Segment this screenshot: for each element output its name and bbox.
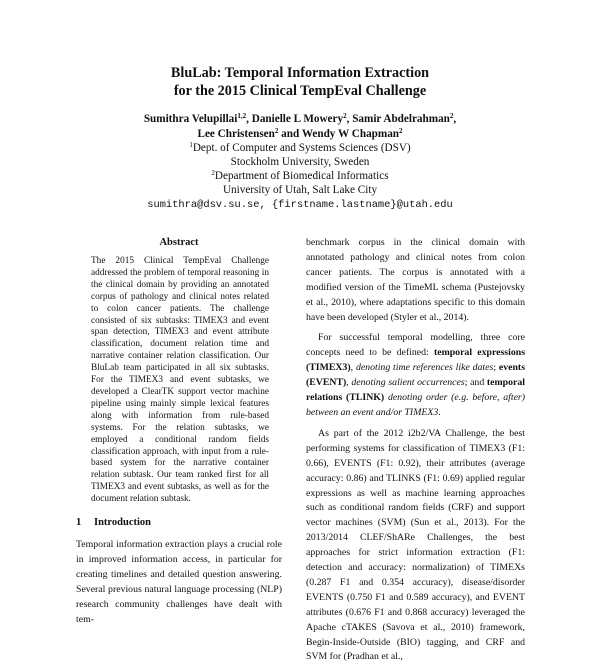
- definition-event: denoting salient occurrences: [351, 377, 465, 389]
- paragraph-prior-challenges: As part of the 2012 i2b2/VA Challenge, the best performing systems for classification of TIMEX3 (F1: 0.66), EVENTS (F1: 0.92), their attributes (average accuracy: 0.86) and TLINKS (F1: 0.69) applied regular expressions as well as machine learning approaches such as conditional random fields (CRF) and support vector machines (SVM) (Sun et al., 2013). For the 2013/2014 CLEF/ShARe Challenges, the best approaches for strict information extraction (F1: detection and accuracy: normalization) of TIMEXs (0.287 F1 and 0.354 accuracy), disease/disorder EVENTS (0.750 F1 and 0.589 accuracy), and EVENT attributes (0.676 F1 and 0.868 accuracy) leveraged the Apache cTAKES (Savova et al., 2010) framework, Begin-Inside-Outside (BIO) tagging, and CRF and SVM for (Pradhan et al.,: [306, 427, 525, 663]
- definition-tlink: denoting order (e.g. before, after) between an event and/or TIMEX3: [306, 392, 525, 418]
- introduction-body: Temporal information extraction plays a crucial role in improved information access, in particular for creating timelines and detailed question answering. Several previous natural language processing (NLP) research community challenges have dealt with tem-: [76, 539, 282, 625]
- affiliation-1: [0, 141, 600, 156]
- affiliation-name: Dept. of Computer and Systems Sciences (DSV): [192, 142, 411, 154]
- affiliation-2: [0, 169, 600, 184]
- definition-timex3: denoting time references like dates: [355, 362, 494, 374]
- author-affiliation-mark: 2: [274, 127, 279, 135]
- text-run: ,: [350, 362, 356, 374]
- author-affiliation-mark: 2: [343, 112, 347, 120]
- paper-title-line-1: BluLab: Temporal Information Extraction: [170, 65, 430, 81]
- term-timex3: temporal expressions (TIMEX3): [306, 347, 526, 374]
- abstract-body: The 2015 Clinical TempEval Challenge addressed the problem of temporal reasoning in the clinical domain by providing an annotated corpus of pathology and clinical notes related to colon cancer patients. The challenge consisted of six subtasks: TIMEX3 and event span detection, TIMEX3 and event attribute classification, document relation time and narrative container relation classification. Our BluLab team participated in all six subtasks. For the TIMEX3 and event subtasks, we developed a ClearTK support vector machine pipeline using mainly simple lexical features along with information from rule-based systems. For the relation subtasks, we employed a conditional random fields classification approach, with input from a rule-based system for the narrative container relation subtask. Our team ranked first for all TIMEX3 and event subtasks, as well as for the document relation subtask.: [91, 256, 269, 505]
- author-affiliation-mark: 1,2: [237, 112, 247, 120]
- author-name: Danielle L Mowery: [251, 113, 344, 125]
- right-column-text: [306, 236, 525, 665]
- author-name: Samir Abdelrahman: [352, 113, 450, 125]
- text-run: ; and: [464, 377, 487, 389]
- text-run: .: [438, 406, 441, 418]
- author-emails: sumithra@dsv.su.se, {firstname.lastname}@utah.edu: [147, 199, 453, 211]
- author-name: Sumithra Velupillai: [143, 113, 238, 125]
- text-run: ;: [493, 362, 499, 374]
- author-line-2: [0, 127, 600, 142]
- term-event: events (EVENT): [306, 362, 526, 389]
- abstract-heading: Abstract: [159, 237, 199, 248]
- paragraph-core-concepts: [306, 331, 525, 420]
- affiliation-mark: 2: [211, 169, 215, 177]
- term-tlink: temporal relations (TLINK): [306, 377, 525, 404]
- affiliation-name: Department of Biomedical Informatics: [214, 170, 389, 182]
- section-title: Introduction: [94, 517, 151, 528]
- author-affiliation-mark: 2: [449, 112, 454, 120]
- author-name: Wendy W Chapman: [301, 128, 400, 140]
- section-heading-introduction: [76, 516, 151, 530]
- affiliation-2-place: University of Utah, Salt Lake City: [222, 184, 378, 196]
- affiliation-mark: 1: [189, 141, 193, 149]
- author-affiliation-mark: 2: [399, 127, 403, 135]
- text-run: For successful temporal modelling, three core concepts need to be defined:: [306, 332, 525, 359]
- text-run: ,: [346, 377, 352, 389]
- affiliation-1-place: Stockholm University, Sweden: [230, 156, 370, 168]
- section-number: 1: [76, 517, 82, 528]
- paragraph-corpus: benchmark corpus in the clinical domain with annotated pathology and clinical notes from colon cancer patients. The corpus is annotated with a modified version of the TimeML schema (Pustejovsky et al., 2010), where adaptations specific to this domain have been developed (Styler et al., 2014).: [306, 237, 525, 323]
- author-name: Lee Christensen: [197, 128, 275, 140]
- paper-title-line-2: for the 2015 Clinical TempEval Challenge: [173, 83, 427, 99]
- author-conjunction: and: [281, 128, 300, 140]
- author-line-1: Sumithra Velupillai$^{1,2}$, Danielle L Mowery$^2$, Samir Abdelrahman$^2$,: [143, 112, 457, 125]
